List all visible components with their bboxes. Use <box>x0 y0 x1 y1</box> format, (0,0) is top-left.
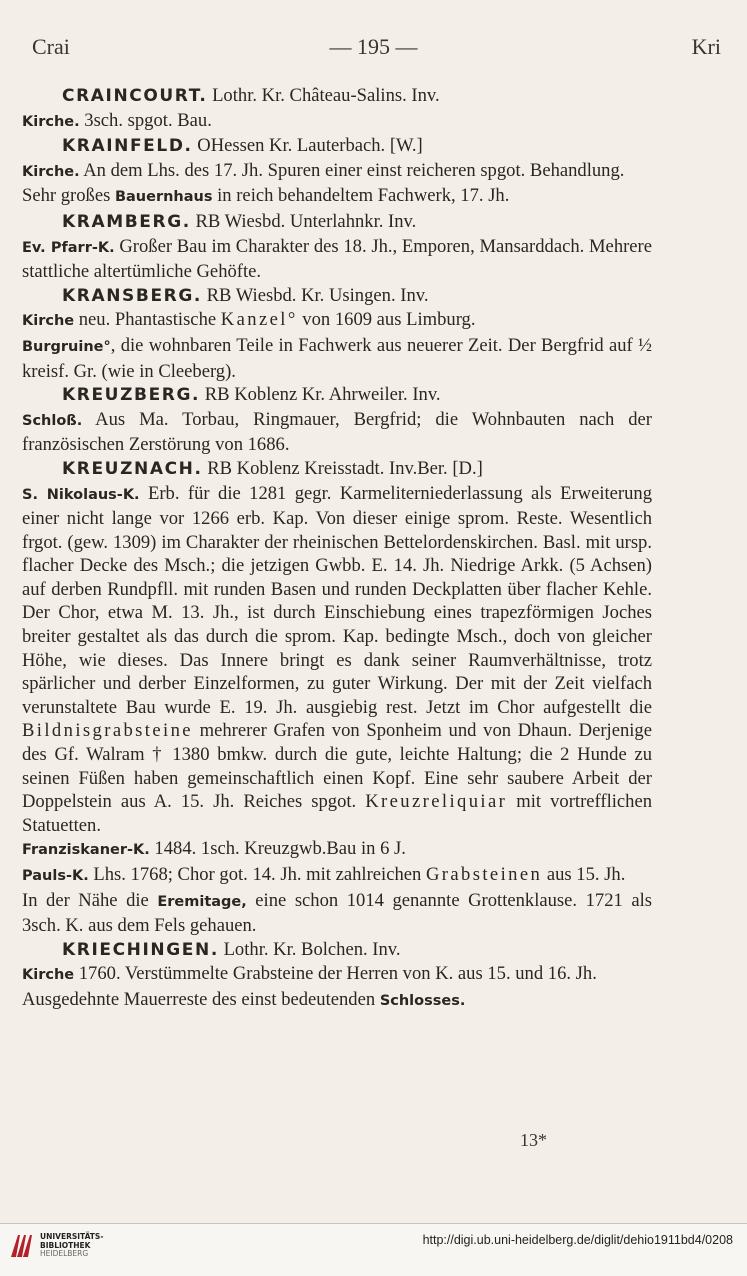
entry-heading-kreuznach: KREUZNACH. RB Koblenz Kreisstadt. Inv.Ber. [D.] <box>62 457 483 479</box>
entry-paragraph: In der Nähe die Eremitage, eine schon 1014 genannte Grottenklause. 1721 als 3sch. K. aus dem Fels gehauen. <box>22 889 652 937</box>
entry-heading-kriechingen: KRIECHINGEN. Lothr. Kr. Bolchen. Inv. <box>62 938 401 960</box>
library-name: UNIVERSITÄTS- BIBLIOTHEK HEIDELBERG <box>40 1232 104 1259</box>
entry-heading-kramberg: KRAMBERG. RB Wiesbd. Unterlahnkr. Inv. <box>62 210 417 232</box>
entry-paragraph: Kirche neu. Phantastische Kanzel° von 1609 aus Limburg. <box>22 309 476 331</box>
page-number: — 195 — <box>329 34 418 59</box>
entry-paragraph: Kirche 1760. Verstümmelte Grabsteine der Herren von K. aus 15. und 16. Jh. <box>22 963 597 985</box>
entry-paragraph: Kirche. 3sch. spgot. Bau. <box>22 109 212 131</box>
entry-paragraph: Schloß. Aus Ma. Torbau, Ringmauer, Bergfrid; die Wohnbauten nach der französischen Zerstörung von 1686. <box>22 408 652 456</box>
entry-heading-krainfeld: KRAINFELD. OHessen Kr. Lauterbach. [W.] <box>62 135 423 157</box>
entry-paragraph: Burgruine°, die wohnbaren Teile in Fachwerk aus neuerer Zeit. Der Bergfrid auf ½ kreisf. Gr. (wie in Cleeberg). <box>22 334 652 382</box>
footer-bar <box>0 1223 747 1276</box>
entry-paragraph: Ev. Pfarr-K. Großer Bau im Charakter des 18. Jh., Emporen, Mansarddach. Mehrere stattliche altertümliche Gehöfte. <box>22 235 653 283</box>
entry-paragraph: Sehr großes Bauernhaus in reich behandeltem Fachwerk, 17. Jh. <box>22 185 510 207</box>
entry-heading-craincourt: CRAINCOURT. Lothr. Kr. Château-Salins. Inv. <box>62 85 440 106</box>
signature-mark: 13* <box>520 1130 547 1150</box>
running-head-left: Crai <box>32 34 70 59</box>
entry-paragraph: S. Nikolaus-K. Erb. für die 1281 gegr. Karmeliterniederlassung als Erweiterung einer nicht lange vor 1266 erb. Kap. Von dieser einige sprom. Reste. Wesentlich frgot. (gew. 1309) im Charakter der rheinischen Bettelordenskirchen. Basl. mit ursp. flacher Decke des Msch.; die jetzigen Gwbb. E. 14. Jh. Niedrige Arkk. (5 Achsen) auf derben Rundpfll. mit runden Basen und runden Deckplatten über flacher Kehle. Der Chor, etwa M. 13. Jh., ist durch Einschiebung eines trapezförmigen Joches breiter gestaltet als das durch die sprom. Kap. bedingte Msch., doch von gleicher Höhe, wie dieses. Das Innere bringt es dank seiner Raumverhältnisse, trotz spärlicher und derber Einzelformen, zu guter Wirkung. Der mit der Zeit vielfach verunstaltete Bau wurde E. 19. Jh. ausgiebig rest. Jetzt im Chor aufgestellt die Bildnisgrabsteine mehrerer Grafen von Sponheim und von Dhaun. Derjenige des Gf. Walram † 1380 bmkw. durch die gute, leichte Haltung; die 2 Hunde zu seinen Füßen haben gemeinschaftlich einen Kopf. Eine sehr saubere Arbeit der Doppelstein aus A. 15. Jh. Reiches spgot. Kreuzreliquiar mit vortrefflichen Statuetten. <box>22 482 653 836</box>
running-head-right: Kri <box>691 34 721 59</box>
page-header <box>26 34 721 70</box>
library-logo[interactable] <box>8 1232 103 1260</box>
entry-paragraph: Kirche. An dem Lhs. des 17. Jh. Spuren einer einst reicheren spgot. Behandlung. <box>22 159 625 181</box>
library-emblem-icon <box>8 1232 36 1260</box>
entry-heading-kransberg: KRANSBERG. RB Wiesbd. Kr. Usingen. Inv. <box>62 284 429 306</box>
permalink-url[interactable]: http://digi.ub.uni-heidelberg.de/diglit/dehio1911bd4/0208 <box>422 1233 733 1247</box>
page-body <box>22 84 652 1014</box>
entry-paragraph: Pauls-K. Lhs. 1768; Chor got. 14. Jh. mit zahlreichen Grabsteinen aus 15. Jh. <box>22 864 626 885</box>
entry-paragraph: Franziskaner-K. 1484. 1sch. Kreuzgwb.Bau in 6 J. <box>22 838 406 860</box>
entry-heading-kreuzberg: KREUZBERG. RB Koblenz Kr. Ahrweiler. Inv. <box>62 384 441 406</box>
entry-paragraph: Ausgedehnte Mauerreste des einst bedeutenden Schlosses. <box>22 988 466 1010</box>
